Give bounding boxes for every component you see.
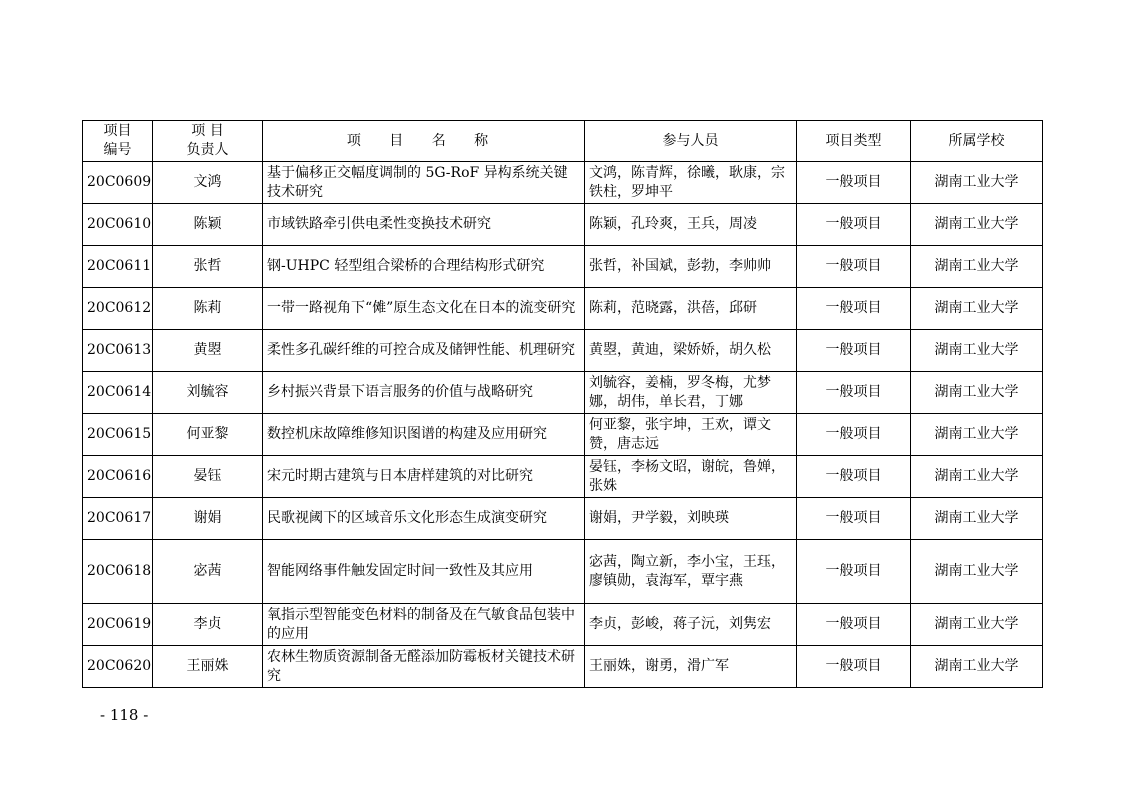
leader-cell: 文鸿: [153, 162, 263, 204]
leader-cell: 何亚黎: [153, 414, 263, 456]
project-id-cell: 20C0620: [83, 646, 153, 688]
project-type-cell: 一般项目: [797, 456, 911, 498]
school-cell: 湖南工业大学: [911, 162, 1043, 204]
members-cell: 宓茜，陶立新，李小宝，王珏，廖镇勋，袁海军，覃宇燕: [585, 540, 797, 604]
leader-cell: 李贞: [153, 604, 263, 646]
header-leader: [153, 121, 263, 162]
header-project-id-line2: 编号: [103, 142, 132, 158]
project-name-cell: 氧指示型智能变色材料的制备及在气敏食品包装中的应用: [263, 604, 585, 646]
project-type-cell: 一般项目: [797, 604, 911, 646]
project-table: [82, 120, 1043, 688]
school-cell: 湖南工业大学: [911, 372, 1043, 414]
project-name-cell: 市域铁路牵引供电柔性变换技术研究: [263, 204, 585, 246]
project-id-cell: 20C0610: [83, 204, 153, 246]
project-id-cell: 20C0614: [83, 372, 153, 414]
members-cell: 李贞，彭峻，蒋子沅，刘隽宏: [585, 604, 797, 646]
project-id-cell: 20C0613: [83, 330, 153, 372]
project-type-cell: 一般项目: [797, 498, 911, 540]
header-school: 所属学校: [911, 121, 1043, 162]
members-cell: 黄曌，黄迪，梁娇娇，胡久松: [585, 330, 797, 372]
table-body: [83, 162, 1043, 688]
project-name-cell: 基于偏移正交幅度调制的 5G-RoF 异构系统关键技术研究: [263, 162, 585, 204]
table-row: [83, 498, 1043, 540]
header-members: 参与人员: [585, 121, 797, 162]
project-name-cell: 农林生物质资源制备无醛添加防霉板材关键技术研究: [263, 646, 585, 688]
members-cell: 晏钰，李杨文昭，谢皖，鲁婵，张姝: [585, 456, 797, 498]
project-name-cell: 数控机床故障维修知识图谱的构建及应用研究: [263, 414, 585, 456]
header-project-id-line1: 项目: [103, 123, 132, 139]
members-cell: 王丽姝，谢勇，滑广军: [585, 646, 797, 688]
school-cell: 湖南工业大学: [911, 498, 1043, 540]
table-row: [83, 162, 1043, 204]
school-cell: 湖南工业大学: [911, 646, 1043, 688]
school-cell: 湖南工业大学: [911, 456, 1043, 498]
project-type-cell: 一般项目: [797, 246, 911, 288]
leader-cell: 张哲: [153, 246, 263, 288]
leader-cell: 黄曌: [153, 330, 263, 372]
members-cell: 陈颖，孔玲爽，王兵，周凌: [585, 204, 797, 246]
header-project-id: [83, 121, 153, 162]
project-type-cell: 一般项目: [797, 540, 911, 604]
project-name-cell: 民歌视阈下的区域音乐文化形态生成演变研究: [263, 498, 585, 540]
table-row: [83, 372, 1043, 414]
project-type-cell: 一般项目: [797, 288, 911, 330]
project-type-cell: 一般项目: [797, 330, 911, 372]
members-cell: 谢娟，尹学毅，刘映瑛: [585, 498, 797, 540]
project-name-cell: 智能网络事件触发固定时间一致性及其应用: [263, 540, 585, 604]
header-project-type: 项目类型: [797, 121, 911, 162]
members-cell: 刘毓容，姜楠，罗冬梅，尤梦娜，胡伟，单长君，丁娜: [585, 372, 797, 414]
table-row: [83, 330, 1043, 372]
leader-cell: 刘毓容: [153, 372, 263, 414]
header-project-name: 项 目 名 称: [263, 121, 585, 162]
project-id-cell: 20C0609: [83, 162, 153, 204]
table-row: [83, 414, 1043, 456]
project-id-cell: 20C0618: [83, 540, 153, 604]
leader-cell: 陈颖: [153, 204, 263, 246]
school-cell: 湖南工业大学: [911, 330, 1043, 372]
members-cell: 张哲，补国斌，彭勃，李帅帅: [585, 246, 797, 288]
project-name-cell: 一带一路视角下“傩”原生态文化在日本的流变研究: [263, 288, 585, 330]
header-leader-line1: 项 目: [191, 123, 224, 139]
school-cell: 湖南工业大学: [911, 246, 1043, 288]
project-type-cell: 一般项目: [797, 646, 911, 688]
project-name-cell: 宋元时期古建筑与日本唐样建筑的对比研究: [263, 456, 585, 498]
members-cell: 文鸿，陈青辉，徐曦，耿康，宗铁柱，罗坤平: [585, 162, 797, 204]
table-row: [83, 646, 1043, 688]
project-id-cell: 20C0612: [83, 288, 153, 330]
table-header-row: [83, 121, 1043, 162]
school-cell: 湖南工业大学: [911, 604, 1043, 646]
project-type-cell: 一般项目: [797, 162, 911, 204]
project-type-cell: 一般项目: [797, 414, 911, 456]
project-id-cell: 20C0617: [83, 498, 153, 540]
school-cell: 湖南工业大学: [911, 204, 1043, 246]
table-row: [83, 288, 1043, 330]
leader-cell: 宓茜: [153, 540, 263, 604]
school-cell: 湖南工业大学: [911, 414, 1043, 456]
members-cell: 何亚黎，张宇坤，王欢，谭文赞，唐志远: [585, 414, 797, 456]
table-row: [83, 604, 1043, 646]
header-leader-line2: 负责人: [186, 142, 229, 158]
project-type-cell: 一般项目: [797, 372, 911, 414]
school-cell: 湖南工业大学: [911, 540, 1043, 604]
table-row: [83, 456, 1043, 498]
table-row: [83, 540, 1043, 604]
page-number: - 118 -: [100, 706, 149, 724]
project-name-cell: 钢-UHPC 轻型组合梁桥的合理结构形式研究: [263, 246, 585, 288]
leader-cell: 晏钰: [153, 456, 263, 498]
project-name-cell: 乡村振兴背景下语言服务的价值与战略研究: [263, 372, 585, 414]
project-id-cell: 20C0616: [83, 456, 153, 498]
leader-cell: 王丽姝: [153, 646, 263, 688]
table-row: [83, 204, 1043, 246]
project-id-cell: 20C0611: [83, 246, 153, 288]
leader-cell: 陈莉: [153, 288, 263, 330]
project-id-cell: 20C0619: [83, 604, 153, 646]
school-cell: 湖南工业大学: [911, 288, 1043, 330]
project-id-cell: 20C0615: [83, 414, 153, 456]
project-name-cell: 柔性多孔碳纤维的可控合成及储钾性能、机理研究: [263, 330, 585, 372]
members-cell: 陈莉，范晓露，洪蓓，邱研: [585, 288, 797, 330]
leader-cell: 谢娟: [153, 498, 263, 540]
table-row: [83, 246, 1043, 288]
project-type-cell: 一般项目: [797, 204, 911, 246]
